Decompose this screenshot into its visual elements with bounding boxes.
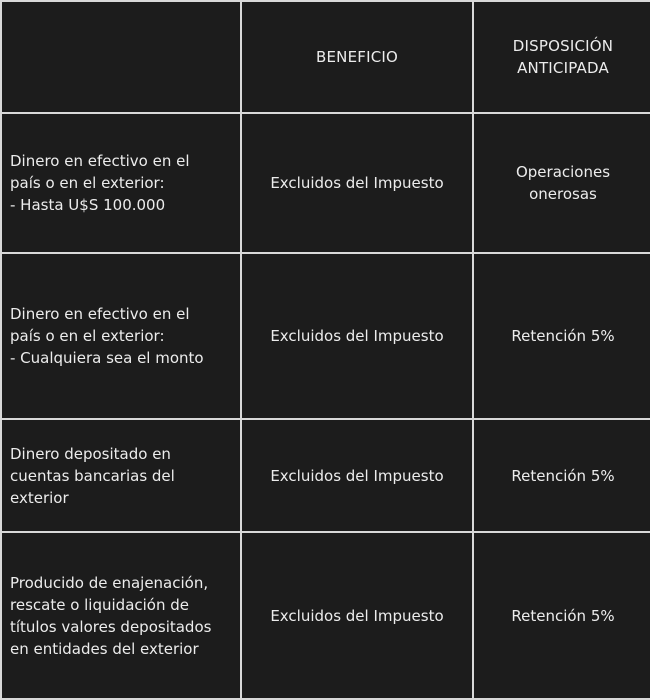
- benefit-cell: Excluidos del Impuesto: [242, 114, 472, 251]
- concept-line: cuentas bancarias del: [10, 466, 175, 485]
- disposition-line: Retención 5%: [511, 606, 615, 625]
- concept-line: rescate o liquidación de: [10, 595, 190, 614]
- concept-cell: [2, 114, 240, 251]
- disposition-line: onerosas: [529, 184, 597, 203]
- table-header-row: [2, 2, 650, 112]
- header-benefit: BENEFICIO: [242, 2, 472, 112]
- disposition-line: Retención 5%: [511, 466, 615, 485]
- table-row: [2, 420, 650, 531]
- table-row: [2, 533, 650, 698]
- disposition-line: Operaciones: [515, 162, 611, 181]
- concept-line: Dinero en efectivo en el: [10, 151, 190, 170]
- concept-line: exterior: [10, 488, 69, 507]
- benefit-cell: Excluidos del Impuesto: [242, 533, 472, 698]
- concept-line: Dinero depositado en: [10, 444, 171, 463]
- concept-cell: [2, 420, 240, 531]
- concept-line: - Hasta U$S 100.000: [10, 195, 166, 214]
- disposition-line: Retención 5%: [511, 326, 615, 345]
- concept-line: en entidades del exterior: [10, 639, 199, 658]
- header-empty-cell: [2, 2, 240, 112]
- concept-line: - Cualquiera sea el monto: [10, 348, 204, 367]
- header-disposition-line: ANTICIPADA: [517, 59, 609, 78]
- table-row: [2, 114, 650, 251]
- header-disposition-line: DISPOSICIÓN: [512, 37, 614, 56]
- disposition-cell: [474, 254, 650, 419]
- concept-line: títulos valores depositados: [10, 617, 212, 636]
- concept-cell: [2, 254, 240, 419]
- header-disposition: [474, 2, 650, 112]
- benefit-cell: Excluidos del Impuesto: [242, 254, 472, 419]
- concept-cell: [2, 533, 240, 698]
- disposition-cell: [474, 420, 650, 531]
- benefit-cell: Excluidos del Impuesto: [242, 420, 472, 531]
- concept-line: país o en el exterior:: [10, 173, 165, 192]
- concept-line: Producido de enajenación,: [10, 573, 209, 592]
- concept-line: país o en el exterior:: [10, 326, 165, 345]
- disposition-cell: [474, 114, 650, 251]
- table-row: [2, 254, 650, 419]
- concept-line: Dinero en efectivo en el: [10, 304, 190, 323]
- disposition-cell: [474, 533, 650, 698]
